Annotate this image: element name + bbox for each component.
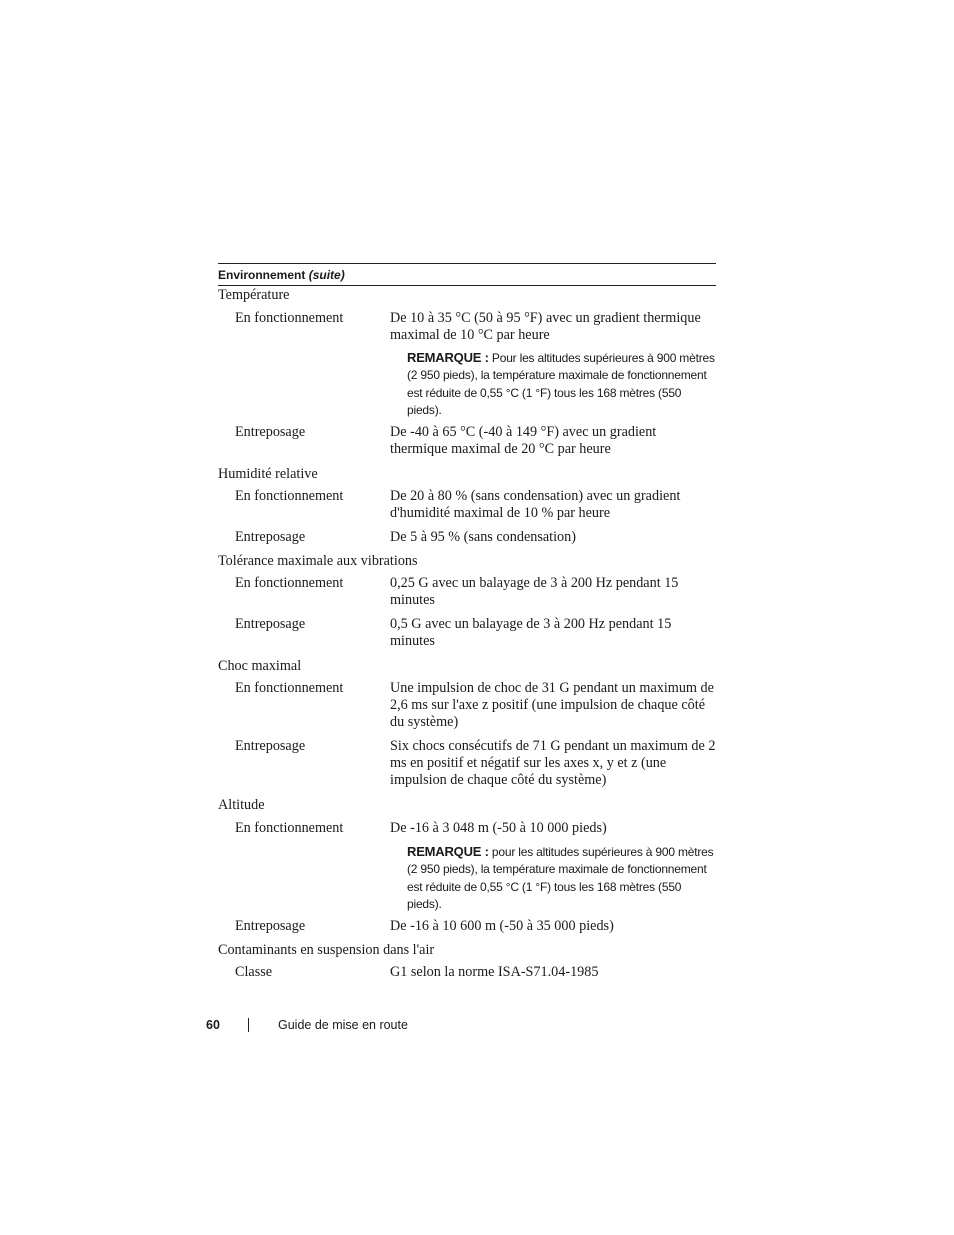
row-value: 0,25 G avec un balayage de 3 à 200 Hz pendant 15 minutes — [390, 575, 679, 608]
environment-table — [218, 263, 716, 984]
note-title: REMARQUE : — [407, 844, 489, 859]
note-title: REMARQUE : — [407, 350, 489, 365]
row-label: En fonctionnement — [235, 680, 344, 696]
row-value: De -40 à 65 °C (-40 à 149 °F) avec un gradient thermique maximal de 20 °C par heure — [390, 424, 657, 457]
table-header — [218, 263, 716, 286]
row-value: De 10 à 35 °C (50 à 95 °F) avec un gradient thermique maximal de 10 °C par heure — [390, 310, 701, 343]
row-value: De -16 à 3 048 m (-50 à 10 000 pieds) — [390, 820, 607, 836]
row-value: 0,5 G avec un balayage de 3 à 200 Hz pendant 15 minutes — [390, 616, 672, 649]
row-humidity-operating — [218, 488, 716, 529]
section-title-temperature: Température — [218, 287, 290, 303]
row-label: Entreposage — [235, 918, 306, 934]
row-value: Six chocs consécutifs de 71 G pendant un maximum de 2 ms en positif et négatif sur les axes x, y et z (une impulsion de chaque côté du système) — [390, 738, 716, 788]
row-humidity-storage — [218, 529, 716, 552]
row-value: De 20 à 80 % (sans condensation) avec un gradient d'humidité maximal de 10 % par heure — [390, 488, 681, 521]
row-temperature-operating — [218, 310, 716, 344]
row-label: Classe — [235, 964, 273, 980]
page-number: 60 — [206, 1018, 220, 1032]
row-label: Entreposage — [235, 529, 306, 545]
section-title-vibration: Tolérance maximale aux vibrations — [218, 553, 418, 569]
section-title-humidity: Humidité relative — [218, 466, 318, 482]
table-header-title: Environnement — [218, 268, 306, 282]
guide-title: Guide de mise en route — [278, 1018, 408, 1032]
row-shock-operating — [218, 680, 716, 738]
footer-separator — [248, 1018, 249, 1032]
row-label: Entreposage — [235, 424, 306, 440]
row-vibration-operating — [218, 575, 716, 616]
row-label: En fonctionnement — [235, 575, 344, 591]
section-title-altitude: Altitude — [218, 797, 265, 813]
row-altitude-storage — [218, 918, 716, 941]
note-altitude — [407, 843, 717, 918]
row-value: De -16 à 10 600 m (-50 à 35 000 pieds) — [390, 918, 614, 934]
row-vibration-storage — [218, 616, 716, 657]
row-label: En fonctionnement — [235, 820, 344, 836]
note-text: pour les altitudes supérieures à 900 mètres (2 950 pieds), la température maximale de fonctionnement est réduite de 0,55 °C (1 °F) tous les 168 mètres (550 pieds). — [407, 845, 714, 912]
section-title-shock: Choc maximal — [218, 658, 302, 674]
row-label: En fonctionnement — [235, 310, 344, 326]
table-header-suffix: (suite) — [308, 268, 345, 282]
row-altitude-operating — [218, 820, 716, 837]
section-title-contaminants: Contaminants en suspension dans l'air — [218, 942, 435, 958]
note-temperature — [407, 349, 717, 424]
row-contaminants-class — [218, 964, 716, 984]
row-value: De 5 à 95 % (sans condensation) — [390, 529, 576, 545]
note-text: Pour les altitudes supérieures à 900 mètres (2 950 pieds), la température maximale de fonctionnement est réduite de 0,55 °C (1 °F) tous les 168 mètres (550 pieds). — [407, 351, 715, 418]
row-temperature-storage — [218, 424, 716, 465]
row-label: Entreposage — [235, 616, 306, 632]
row-value: G1 selon la norme ISA-S71.04-1985 — [390, 964, 599, 980]
row-shock-storage — [218, 738, 716, 796]
row-label: En fonctionnement — [235, 488, 344, 504]
row-value: Une impulsion de choc de 31 G pendant un maximum de 2,6 ms sur l'axe z positif (une impulsion de chaque côté du système) — [390, 680, 714, 730]
row-label: Entreposage — [235, 738, 306, 754]
